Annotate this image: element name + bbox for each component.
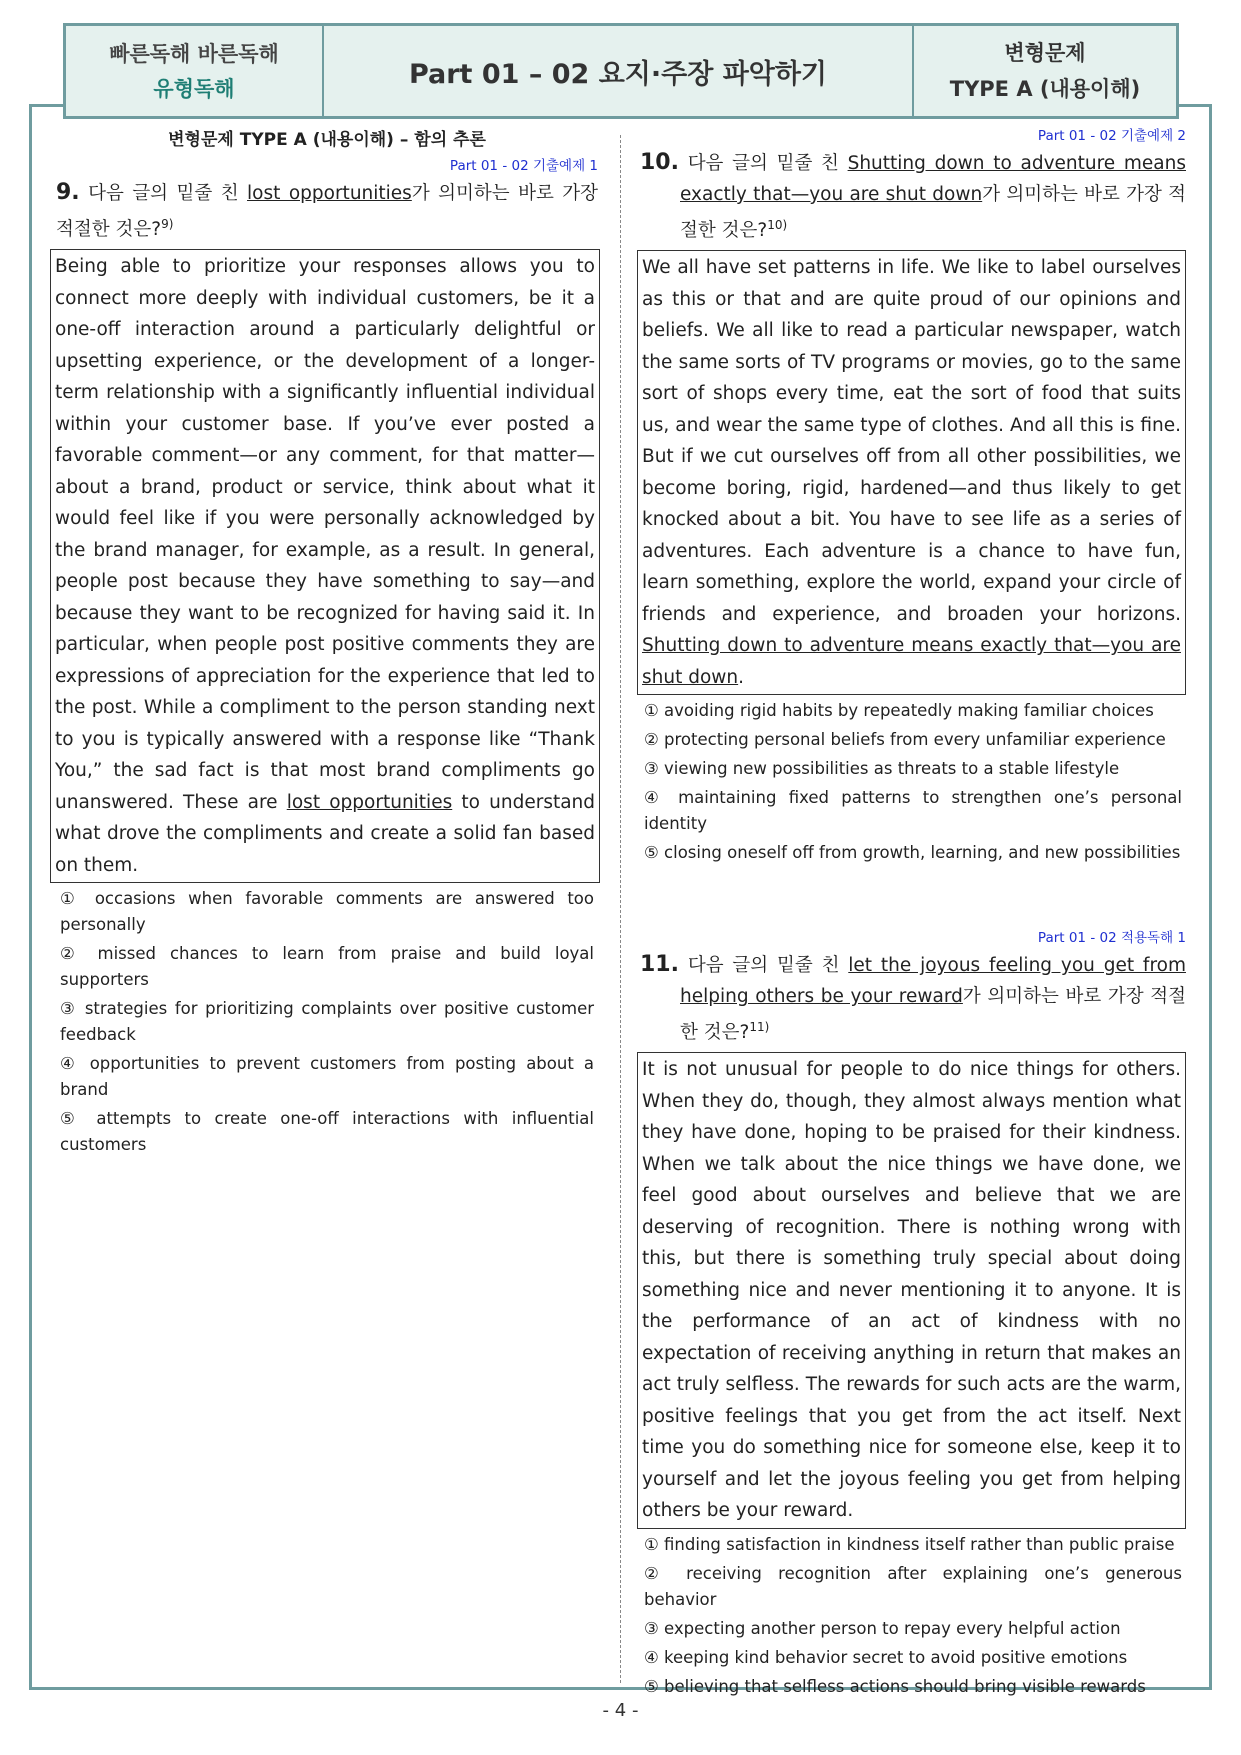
question-10-number: 10. xyxy=(640,150,679,175)
question-9-footnote: 9) xyxy=(161,217,174,231)
header-book-title xyxy=(66,26,324,116)
choice-10-2[interactable]: ② protecting personal beliefs from every unfamiliar experience xyxy=(644,730,1166,750)
question-9-reference: Part 01 - 02 기출예제 1 xyxy=(449,158,598,174)
page-number: - 4 - xyxy=(602,1700,639,1721)
chapter-title: Part 01 – 02 요지·주장 파악하기 xyxy=(408,58,828,90)
question-9-text-after: 가 의미하는 바로 가장 적절한 것은? xyxy=(56,183,599,241)
column-divider xyxy=(620,135,621,1683)
question-10-text-before: 다음 글의 밑줄 친 xyxy=(687,153,848,174)
question-11-text-before: 다음 글의 밑줄 친 xyxy=(687,955,849,977)
question-11-number: 11. xyxy=(640,952,679,978)
section-title: 변형문제 TYPE A (내용이해) – 함의 추론 xyxy=(168,130,486,150)
question-11-reference: Part 01 - 02 적용독해 1 xyxy=(1037,930,1186,947)
header-chapter-title xyxy=(324,26,914,116)
passage-9-text-b: to understand what drove the compliments and create a solid fan based on them. xyxy=(55,791,596,876)
question-11-underlined: let the joyous feeling you get from helping others be your reward xyxy=(680,955,1186,1008)
choice-9-4[interactable]: ④ opportunities to prevent customers from posting about a brand xyxy=(60,1054,594,1100)
question-9-prompt xyxy=(56,177,598,245)
choice-11-1[interactable]: ① finding satisfaction in kindness itself rather than public praise xyxy=(644,1534,1175,1554)
passage-10-underlined: Shutting down to adventure means exactly that—you are shut down xyxy=(642,635,1181,688)
choice-11-5[interactable]: ⑤ believing that selfless actions should bring visible rewards xyxy=(644,1676,1146,1696)
question-11-choices xyxy=(640,1532,1186,1700)
passage-10-text-a: We all have set patterns in life. We like to label ourselves as this or that and are quite proud of our opinions and beliefs. We all like to read a particular newspaper, watch the same sorts of TV programs or movies, go to the same sort of shops every time, eat the sort of food that suits us, and wear the same type of clothes. And all this is fine. But if we cut ourselves off from all other possibilities, we become boring, rigid, hardened—and thus likely to get knocked about a bit. You have to see life as a series of adventures. Each adventure is a chance to have fun, learn something, explore the world, expand your circle of friends and experience, and broaden your horizons. xyxy=(642,257,1181,625)
passage-11-text: It is not unusual for people to do nice things for others. When they do, though, they almost always mention what they have done, hoping to be praised for their kindness. When we talk about the nice things we have done, we feel good about ourselves and believe that we are deserving of recognition. There is nothing wrong with this, but there is something truly special about doing something nice and never mentioning it to anyone. It is the performance of an act of kindness with no expectation of receiving anything in return that makes an act truly selfless. The rewards for such acts are the warm, positive feelings that you get from the act itself. Next time you do something nice for someone else, keep it to yourself and let the joyous feeling you get from helping others be your reward. xyxy=(642,1059,1181,1522)
choice-10-3[interactable]: ③ viewing new possibilities as threats to a stable lifestyle xyxy=(644,759,1120,779)
question-10-text-after: 가 의미하는 바로 가장 적절한 것은? xyxy=(680,184,1186,242)
book-title: 빠른독해 바른독해 xyxy=(109,42,279,66)
question-9-choices xyxy=(56,886,598,1158)
problem-type-name: TYPE A (내용이해) xyxy=(949,77,1141,101)
question-11-passage xyxy=(637,1052,1186,1529)
question-10-underlined: Shutting down to adventure means exactly that—you are shut down xyxy=(680,153,1186,205)
choice-10-4[interactable]: ④ maintaining fixed patterns to strengthen one’s personal identity xyxy=(644,788,1182,834)
question-11-prompt xyxy=(640,949,1186,1048)
choice-9-5[interactable]: ⑤ attempts to create one-off interactions with influential customers xyxy=(60,1109,594,1155)
choice-11-4[interactable]: ④ keeping kind behavior secret to avoid positive emotions xyxy=(644,1647,1128,1667)
question-9-underlined: lost opportunities xyxy=(247,183,412,204)
header-problem-type xyxy=(914,26,1176,116)
passage-10-text-b: . xyxy=(738,666,745,688)
book-subtitle: 유형독해 xyxy=(153,77,235,101)
question-10-prompt xyxy=(640,147,1186,246)
passage-9-underlined: lost opportunities xyxy=(286,791,453,813)
question-10-reference: Part 01 - 02 기출예제 2 xyxy=(1037,128,1186,144)
question-10-choices xyxy=(640,698,1186,866)
choice-9-1[interactable]: ① occasions when favorable comments are answered too personally xyxy=(60,889,594,935)
choice-9-2[interactable]: ② missed chances to learn from praise and build loyal supporters xyxy=(60,944,594,990)
choice-11-2[interactable]: ② receiving recognition after explaining one’s generous behavior xyxy=(644,1563,1182,1609)
passage-9-text-a: Being able to prioritize your responses allows you to connect more deeply with individual customers, be it a one-off interaction around a particularly delightful or upsetting experience, or the development of a longer-term relationship with a significantly influential individual within your customer base. If you’ve ever posted a favorable comment—or any comment, for that matter—about a brand, product or service, think about what it would feel like if you were personally acknowledged by the brand manager, for example, as a result. In general, people post because they have something to say—and because they want to be recognized for having said it. In particular, when people post positive comments they are expressions of appreciation for the experience that led to the post. While a compliment to the person standing next to you is typically answered with a response like “Thank You,” the sad fact is that most brand compliments go unanswered. These are xyxy=(55,256,595,813)
choice-11-3[interactable]: ③ expecting another person to repay every helpful action xyxy=(644,1618,1121,1638)
left-column xyxy=(56,125,598,1161)
question-11-text-after: 가 의미하는 바로 가장 적절한 것은? xyxy=(680,986,1187,1044)
question-9-text-before: 다음 글의 밑줄 친 xyxy=(88,183,248,204)
question-9-passage xyxy=(50,249,600,883)
problem-type-label: 변형문제 xyxy=(1004,41,1086,65)
question-11-footnote: 11) xyxy=(749,1020,770,1035)
choice-9-3[interactable]: ③ strategies for prioritizing complaints over positive customer feedback xyxy=(60,999,594,1045)
page-header xyxy=(63,23,1179,119)
choice-10-1[interactable]: ① avoiding rigid habits by repeatedly making familiar choices xyxy=(644,701,1154,721)
right-column xyxy=(640,125,1186,1703)
question-9-number: 9. xyxy=(56,180,80,205)
question-10-passage xyxy=(637,250,1186,695)
question-10-footnote: 10) xyxy=(767,218,788,232)
choice-10-5[interactable]: ⑤ closing oneself off from growth, learning, and new possibilities xyxy=(644,843,1181,863)
